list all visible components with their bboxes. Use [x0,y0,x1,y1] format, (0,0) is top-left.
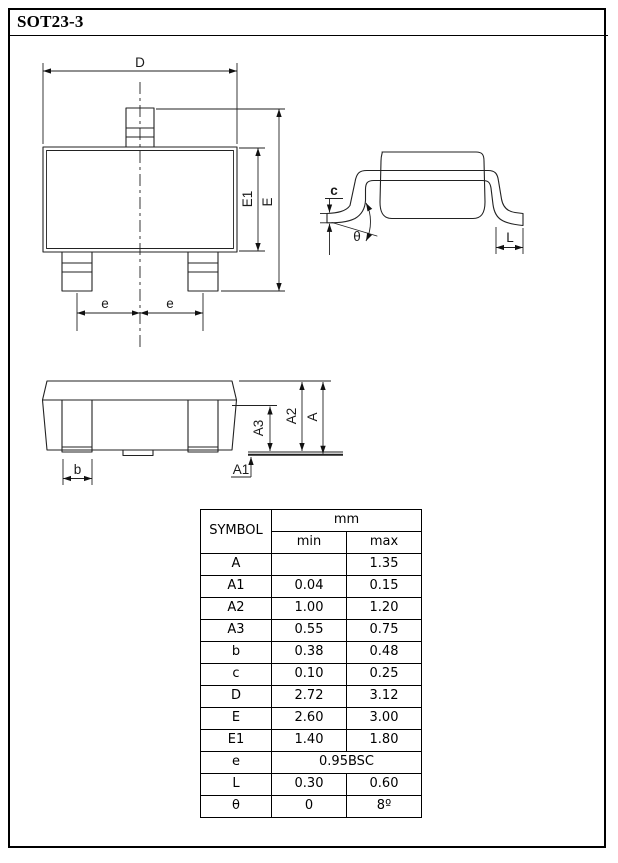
cell-max: 1.35 [347,554,422,576]
cell-max: 3.12 [347,686,422,708]
table-row [201,642,422,664]
table-row [201,752,422,774]
top-view-pin-bottom-left [62,252,92,291]
dim-label-D: D [135,55,145,70]
cell-max: 8º [347,796,422,818]
table-row [201,708,422,730]
cell-symbol: E [201,708,272,730]
cell-symbol: θ [201,796,272,818]
cell-min: 2.60 [272,708,347,730]
cell-max: 0.48 [347,642,422,664]
front-view-lead-right [188,400,218,452]
cell-min: 0.04 [272,576,347,598]
dim-label-e-right: e [166,296,174,311]
cell-max: 0.60 [347,774,422,796]
cell-symbol: D [201,686,272,708]
cell-symbol: A1 [201,576,272,598]
header-min: min [272,532,347,554]
side-view-leads [327,171,523,226]
cell-min: 1.00 [272,598,347,620]
side-view-dimensions [320,199,523,256]
table-row [201,796,422,818]
top-view-drawing [43,82,237,348]
cell-min [272,554,347,576]
header-symbol: SYMBOL [201,510,272,554]
table-row [201,774,422,796]
cell-symbol: A [201,554,272,576]
cell-min: 0 [272,796,347,818]
header-unit: mm [272,510,422,532]
table-row [201,598,422,620]
dim-label-e-left: e [101,296,109,311]
cell-max: 3.00 [347,708,422,730]
table-row [201,686,422,708]
cell-symbol: c [201,664,272,686]
cell-symbol: A2 [201,598,272,620]
top-view-pin-bottom-right [188,252,218,291]
cell-symbol: E1 [201,730,272,752]
dim-label-L: L [506,230,514,245]
table-row [201,554,422,576]
cell-max: 1.80 [347,730,422,752]
cell-min: 0.55 [272,620,347,642]
cell-min: 1.40 [272,730,347,752]
dim-label-E: E [260,197,275,207]
front-view-lead-left [62,400,92,452]
cell-symbol: A3 [201,620,272,642]
cell-max: 0.75 [347,620,422,642]
dim-arc-theta [366,203,371,241]
dim-label-A1: A1 [232,462,250,477]
side-view-drawing [327,152,523,236]
cell-symbol: e [201,752,272,774]
front-view-body [43,381,237,450]
table-header-row [201,510,422,532]
cell-span-value: 0.95BSC [272,752,422,774]
cell-max: 1.20 [347,598,422,620]
dim-label-A3: A3 [251,419,266,437]
cell-symbol: L [201,774,272,796]
cell-min: 0.10 [272,664,347,686]
table-row [201,620,422,642]
front-view-dimensions [63,381,331,485]
front-view-rear-lead-tab [123,450,153,456]
table-row [201,664,422,686]
header-max: max [347,532,422,554]
dim-label-E1: E1 [240,190,255,208]
table-row [201,576,422,598]
dim-label-A: A [305,412,320,422]
dim-label-A2: A2 [284,407,299,425]
cell-max: 0.25 [347,664,422,686]
dim-label-theta: θ [353,229,361,244]
cell-min: 0.30 [272,774,347,796]
dim-label-b: b [73,462,82,477]
page-title: SOT23-3 [17,12,84,31]
dimension-table [200,509,422,818]
dim-label-c: c [330,183,338,198]
side-view-body [380,152,485,219]
cell-min: 0.38 [272,642,347,664]
cell-max: 0.15 [347,576,422,598]
cell-min: 2.72 [272,686,347,708]
table-row [201,730,422,752]
cell-symbol: b [201,642,272,664]
